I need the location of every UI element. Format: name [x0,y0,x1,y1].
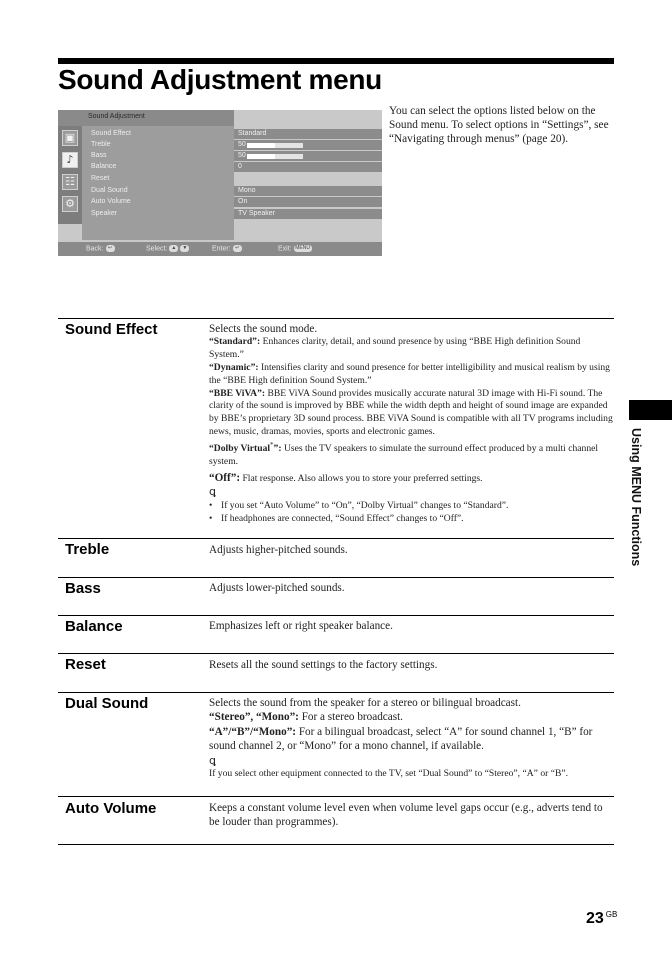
menu-item-bass: Bass [91,152,107,159]
desc-reset: Resets all the sound settings to the factory settings. [209,659,438,671]
desc-treble: Adjusts higher-pitched sounds. [209,544,348,556]
intro-text: You can select the options listed below on the Sound menu. To select options in “Settings”, see “Navigating through menus” (page 20). [389,105,609,145]
page-title: Sound Adjustment menu [58,64,382,95]
menu-icon-column [58,126,82,224]
menu-key-icon: MENU [295,245,310,251]
menu-value-speaker: TV Speaker [234,209,382,219]
term-balance: Balance [65,618,123,635]
tip-item: • If you set “Auto Volume” to “On”, “Dolby Virtual” changes to “Standard”. [209,499,615,512]
menu-value-auto-volume: On [234,197,382,207]
settings-icon: ⚙ [62,196,78,212]
treble-level-bar [247,143,303,148]
divider [58,615,614,616]
picture-icon: ▣ [62,130,78,146]
side-tab-label: Using MENU Functions [629,428,643,567]
divider [58,653,614,654]
menu-value-treble: 50 [234,140,382,150]
term-dual-sound: Dual Sound [65,695,149,712]
menu-footer: Back: ↩ Select: ▲ ▼ Enter: ↵ Exit: MENU [58,242,382,256]
menu-header: Sound Adjustment [58,110,234,126]
page-number: 23 $^{GB}$ [586,910,618,927]
sound-menu-screenshot [58,110,382,256]
up-arrow-key-icon: ▲ [169,245,178,252]
divider [58,796,614,797]
tip-text: If you select other equipment connected to the TV, set “Dual Sound” to “Stereo”, “A” or “B”. [209,767,569,779]
features-icon: ☷ [62,174,78,190]
desc-balance: Emphasizes left or right speaker balance. [209,620,393,632]
tip-lightbulb-icon: ꝗ [209,485,216,499]
desc-auto-volume: Keeps a constant volume level even when volume level gaps occur (e.g., adverts tend to be louder than programmes). [209,802,603,829]
tip-lightbulb-icon: ꝗ [209,753,216,767]
menu-item-reset: Reset [91,175,110,182]
side-tab-marker [629,400,672,420]
divider [58,318,614,319]
menu-value-balance: 0 [234,162,382,172]
term-sound-effect: Sound Effect [65,321,158,338]
desc-sound-effect: Selects the sound mode. “Standard”: Enhances clarity, detail, and sound presence by using “BBE High definition Sound System.” “Dynamic”: Intensifies clarity and sound presence for better intelligibility and musical realism by using the “BBE High definition Sound System.” “BBE ViVA”: BBE ViVA Sound provides musically accurate natural 3D image with Hi-Fi sound. The clarity of the sound is improved by BBE while the width depth and height of sound image are expanded by BBE’s proprietary 3D sound process. BBE ViVA Sound is compatible with all TV programs including news, music, dramas, movies, sports and electronic games. “Dolby Virtual*”: Uses the TV speakers to simulate the surround effect produced by a multi channel system. “Off”: Flat response. Also allows you to store your preferred settings. ꝗ • If you set “Auto Volume” to “On”, “Dolby Virtual” changes to “Standard”. • If headphones are connected, “Sound Effect” changes to “Off”. [209,322,615,525]
menu-item-auto-volume: Auto Volume [91,198,131,205]
menu-item-speaker: Speaker [91,210,118,217]
term-treble: Treble [65,541,110,558]
menu-item-sound-effect: Sound Effect [91,130,131,137]
menu-value-dual-sound: Mono [234,186,382,196]
sound-note-icon: ♪ [62,152,78,168]
divider [58,844,614,845]
menu-item-treble: Treble [91,141,111,148]
tip-item: • If headphones are connected, “Sound Effect” changes to “Off”. [209,512,615,525]
term-bass: Bass [65,580,101,597]
menu-item-dual-sound: Dual Sound [91,187,128,194]
term-reset: Reset [65,656,106,673]
desc-bass: Adjusts lower-pitched sounds. [209,582,345,594]
back-key-icon: ↩ [106,245,115,252]
divider [58,692,614,693]
divider [58,577,614,578]
bass-level-bar [247,154,303,159]
menu-item-balance: Balance [91,163,117,170]
menu-value-sound-effect: Standard [234,129,382,139]
menu-value-bass: 50 [234,151,382,161]
desc-dual-sound: Selects the sound from the speaker for a stereo or bilingual broadcast. “Stereo”, “Mono”: For a stereo broadcast. “A”/“B”/“Mono”: For a bilingual broadcast, select “A” for sound channel 1, “B” for sound channel 2, or “Mono” for a mono channel, if available. ꝗ If you select other equipment connected to the TV, set “Dual Sound” to “Stereo”, “A” or “B”. [209,696,615,780]
enter-key-icon: ↵ [233,245,242,252]
term-auto-volume: Auto Volume [65,800,157,817]
divider [58,538,614,539]
down-arrow-key-icon: ▼ [180,245,189,252]
